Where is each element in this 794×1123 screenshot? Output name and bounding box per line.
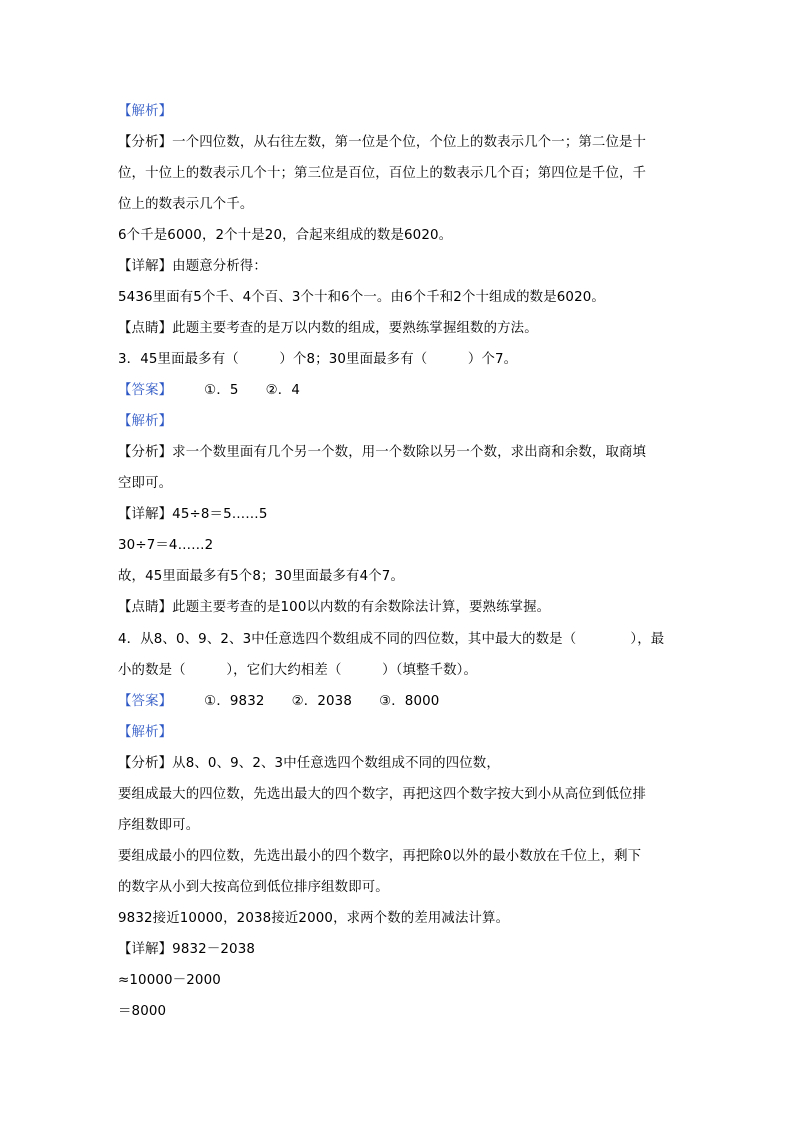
analysis-text: 序组数即可。	[118, 818, 200, 833]
analysis-text: 位上的数表示几个千。	[118, 197, 254, 212]
question-3: 3．45里面最多有（ ）个8；30里面最多有（ ）个7。	[118, 352, 518, 367]
answer-heading: 【答案】	[118, 383, 173, 398]
answer-heading: 【答案】	[118, 694, 173, 709]
detail-text: ＝8000	[118, 1004, 167, 1019]
detail-text: 故，45里面最多有5个8；30里面最多有4个7。	[118, 569, 405, 584]
analysis-heading: 【解析】	[118, 725, 173, 740]
key-point-text: 【点睛】此题主要考查的是万以内数的组成，要熟练掌握组数的方法。	[118, 321, 538, 336]
question-4: 4．从8、0、9、2、3中任意选四个数组成不同的四位数，其中最大的数是（ ），最	[118, 632, 665, 647]
analysis-text: 6个千是6000，2个十是20，合起来组成的数是6020。	[118, 228, 453, 243]
answer-row	[118, 692, 439, 712]
answer-values: ①．5 ②．4	[204, 383, 300, 398]
analysis-text: 的数字从小到大按高位到低位排序组数即可。	[118, 880, 389, 895]
analysis-text: 要组成最小的四位数，先选出最小的四个数字，再把除0以外的最小数放在千位上，剩下	[118, 849, 642, 864]
detail-text: 【详解】由题意分析得：	[118, 259, 267, 274]
analysis-text: 位，十位上的数表示几个十；第三位是百位，百位上的数表示几个百；第四位是千位，千	[118, 166, 647, 181]
analysis-text: 9832接近10000，2038接近2000，求两个数的差用减法计算。	[118, 911, 510, 926]
analysis-text: 【分析】求一个数里面有几个另一个数，用一个数除以另一个数，求出商和余数，取商填	[118, 445, 647, 460]
question-4: 小的数是（ ），它们大约相差（ ）（填整千数）。	[118, 663, 478, 678]
answer-row	[118, 381, 300, 401]
detail-text: 30÷7＝4……2	[118, 538, 214, 553]
detail-text: 【详解】9832－2038	[118, 942, 256, 957]
analysis-text: 【分析】从8、0、9、2、3中任意选四个数组成不同的四位数，	[118, 756, 500, 771]
detail-text: 【详解】45÷8＝5……5	[118, 507, 268, 522]
detail-text: 5436里面有5个千、4个百、3个十和6个一。由6个千和2个十组成的数是6020。	[118, 290, 605, 305]
detail-text: ≈10000－2000	[118, 973, 221, 988]
analysis-text: 空即可。	[118, 476, 173, 491]
analysis-text: 要组成最大的四位数，先选出最大的四个数字，再把这四个数字按大到小从高位到低位排	[118, 787, 647, 802]
analysis-heading: 【解析】	[118, 104, 173, 119]
key-point-text: 【点睛】此题主要考查的是100以内数的有余数除法计算，要熟练掌握。	[118, 600, 551, 615]
analysis-text: 【分析】一个四位数，从右往左数，第一位是个位，个位上的数表示几个一；第二位是十	[118, 135, 647, 150]
answer-values: ①．9832 ②．2038 ③．8000	[204, 694, 440, 709]
analysis-heading: 【解析】	[118, 414, 173, 429]
